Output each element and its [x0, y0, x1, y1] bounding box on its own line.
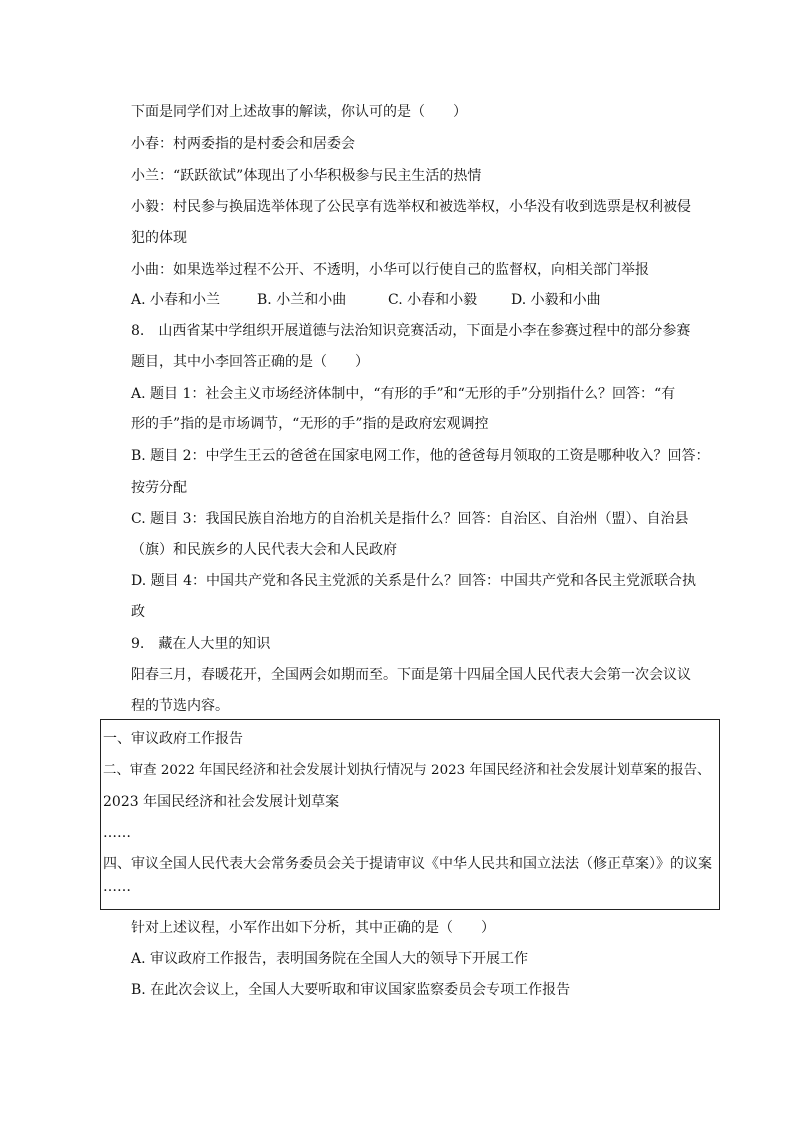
- agenda-item-1: 一、审议政府工作报告: [103, 731, 243, 747]
- agenda-item-2-line2: 2023 年国民经济和社会发展计划草案: [103, 794, 340, 810]
- q8-stem-line1: 8. 山西省某中学组织开展道德与法治知识竞赛活动，下面是小李在参赛过程中的部分参赛: [131, 323, 691, 339]
- statement-yi-line2: 犯的体现: [131, 230, 187, 246]
- answer-options: [131, 290, 601, 310]
- q8-option-d-line2: 政: [131, 604, 145, 620]
- agenda-ellipsis-1: ……: [103, 825, 131, 841]
- statement-chun: 小春：村两委指的是村委会和居委会: [131, 136, 355, 152]
- option-b[interactable]: B. 小兰和小曲: [257, 292, 347, 308]
- agenda-item-2-line1: 二、审查 2022 年国民经济和社会发展计划执行情况与 2023 年国民经济和社会发展计划草案的报告、: [103, 763, 711, 778]
- q8-option-a-line2: 形的手”指的是市场调节，“无形的手”指的是政府宏观调控: [131, 416, 489, 432]
- question-stem: 下面是同学们对上述故事的解读，你认可的是（ ）: [131, 104, 467, 120]
- statement-yi-line1: 小毅：村民参与换届选举体现了公民享有选举权和被选举权，小华没有收到选票是权利被侵: [131, 199, 691, 215]
- q9-option-a[interactable]: A. 审议政府工作报告，表明国务院在全国人大的领导下开展工作: [131, 951, 529, 967]
- q8-option-a-line1[interactable]: A. 题目 1：社会主义市场经济体制中，“有形的手”和“无形的手”分别指什么？回答：“有: [131, 386, 676, 402]
- statement-qu: 小曲：如果选举过程不公开、不透明，小华可以行使自己的监督权，向相关部门举报: [131, 262, 649, 278]
- q8-option-c-line1[interactable]: C. 题目 3：我国民族自治地方的自治机关是指什么？回答：自治区、自治州（盟）、自治县: [131, 511, 689, 527]
- q9-paragraph-line2: 程的节选内容。: [131, 698, 229, 714]
- option-d[interactable]: D. 小毅和小曲: [511, 292, 601, 308]
- agenda-item-4: 四、审议全国人民代表大会常务委员会关于提请审议《中华人民共和国立法法（修正草案）》的议案: [103, 856, 712, 872]
- q9-title: 9. 藏在人大里的知识: [131, 636, 271, 652]
- agenda-box: [100, 719, 720, 910]
- q8-option-c-line2: （旗）和民族乡的人民代表大会和人民政府: [131, 542, 397, 558]
- option-c[interactable]: C. 小春和小毅: [388, 292, 478, 308]
- q8-option-b-line1[interactable]: B. 题目 2：中学生王云的爸爸在国家电网工作，他的爸爸每月领取的工资是哪种收入？回答：: [131, 448, 710, 464]
- statement-lan: 小兰：“跃跃欲试”体现出了小华积极参与民主生活的热情: [131, 168, 482, 184]
- q8-stem-line2: 题目，其中小李回答正确的是（ ）: [131, 354, 369, 370]
- q9-option-b[interactable]: B. 在此次会议上，全国人大要听取和审议国家监察委员会专项工作报告: [131, 982, 571, 998]
- q8-option-b-line2: 按劳分配: [131, 480, 187, 496]
- q9-paragraph-line1: 阳春三月，春暖花开，全国两会如期而至。下面是第十四届全国人民代表大会第一次会议议: [131, 667, 691, 683]
- q9-question: 针对上述议程，小军作出如下分析，其中正确的是（ ）: [131, 920, 495, 936]
- agenda-ellipsis-2: ……: [103, 879, 131, 895]
- q8-option-d-line1[interactable]: D. 题目 4：中国共产党和各民主党派的关系是什么？回答：中国共产党和各民主党派联合执: [131, 573, 696, 589]
- option-a[interactable]: A. 小春和小兰: [131, 292, 221, 308]
